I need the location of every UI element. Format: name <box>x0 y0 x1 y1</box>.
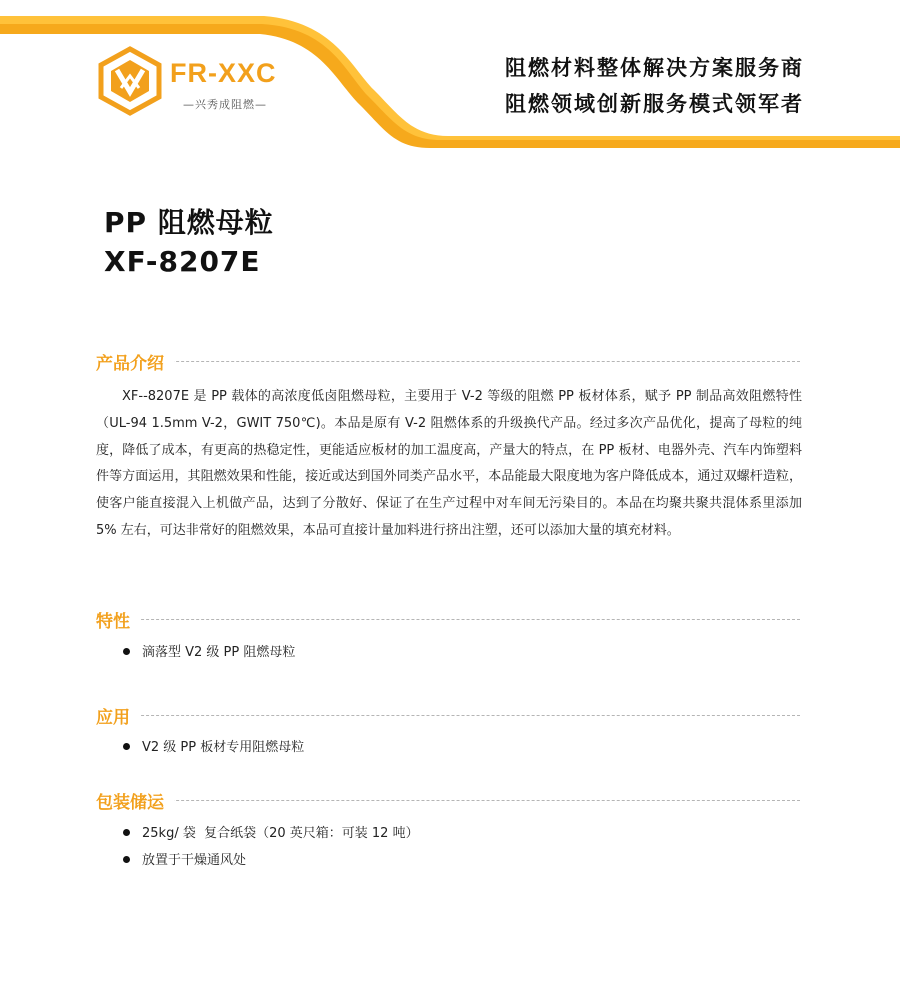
product-title: PP 阻燃母粒 <box>104 206 274 239</box>
list-item-text: 25kg/ 袋 复合纸袋（20 英尺箱：可装 12 吨） <box>142 826 419 841</box>
bullet-icon <box>123 648 130 655</box>
product-model: XF-8207E <box>104 245 261 278</box>
brand-name: FR-XXC <box>170 58 277 88</box>
brand-logo-icon <box>95 46 165 116</box>
section-heading-features <box>96 607 800 631</box>
section-title: 特性 <box>96 607 140 632</box>
intro-paragraph: XF--8207E 是 PP 载体的高浓度低卤阻燃母粒，主要用于 V-2 等级的阻燃 PP 板材体系，赋予 PP 制品高效阻燃特性（UL-94 1.5mm V-2，GWIT 750℃)。本品是原有 V-2 阻燃体系的升级换代产品。经过多次产品优化，提高了母粒的纯度，降低了成本，有更高的热稳定性，更能适应板材的加工温度高，产量大的特点，在 PP 板材、电器外壳、汽车内饰塑料件等方面运用，其阻燃效果和性能，接近或达到国外同类产品水平，本品能最大限度地为客户降低成本，通过双螺杆造粒，使客户能直接混入上机做产品，达到了分散好、保证了在生产过程中对车间无污染目的。本品在均聚共聚共混体系里添加 5% 左右，可达非常好的阻燃效果，本品可直接计量加料进行挤出注塑，还可以添加大量的填充材料。 <box>96 389 802 538</box>
section-divider <box>96 361 800 362</box>
list-item <box>123 822 419 841</box>
section-title: 应用 <box>96 703 140 728</box>
bullet-icon <box>123 829 130 836</box>
bullet-icon <box>123 743 130 750</box>
section-heading-packaging <box>96 788 800 812</box>
list-item <box>123 641 295 660</box>
slogan-line-1: 阻燃材料整体解决方案服务商 <box>505 56 804 80</box>
section-title: 包装储运 <box>96 788 174 813</box>
slogan-line-2: 阻燃领域创新服务模式领军者 <box>505 92 804 116</box>
list-item <box>123 736 304 755</box>
section-divider <box>96 800 800 801</box>
list-item-text: 放置于干燥通风处 <box>142 853 247 868</box>
list-item <box>123 849 246 868</box>
section-heading-applications <box>96 703 800 727</box>
section-heading-intro <box>96 349 800 373</box>
bullet-icon <box>123 856 130 863</box>
list-item-text: V2 级 PP 板材专用阻燃母粒 <box>142 740 305 755</box>
brand-tagline: —兴秀成阻燃— <box>183 98 267 111</box>
section-divider <box>96 715 800 716</box>
list-item-text: 滴落型 V2 级 PP 阻燃母粒 <box>142 645 296 660</box>
section-title: 产品介绍 <box>96 349 174 374</box>
section-divider <box>96 619 800 620</box>
